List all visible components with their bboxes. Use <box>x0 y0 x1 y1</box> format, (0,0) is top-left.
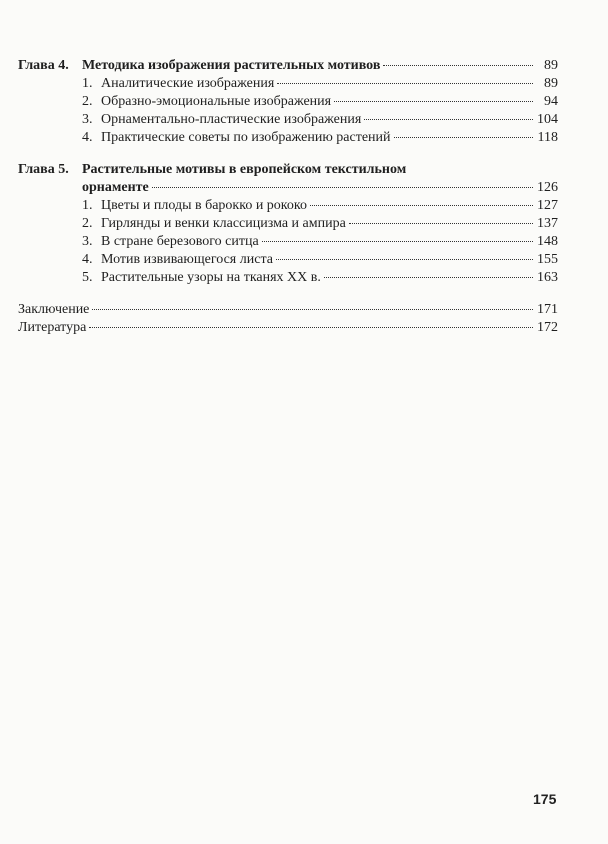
toc-chapter-4 <box>18 57 558 75</box>
entry-title: Орнаментально-пластические изображения <box>101 112 362 127</box>
toc-entry <box>18 215 558 233</box>
chapter-label: Глава 5. <box>18 162 69 177</box>
toc-conclusion <box>18 301 558 319</box>
toc-entry <box>18 269 558 287</box>
entry-number: 3. <box>82 112 93 127</box>
leader-dots <box>276 259 533 260</box>
page-number: 127 <box>537 198 558 213</box>
leader-dots <box>349 223 533 224</box>
spacer <box>18 287 558 301</box>
page-number: 89 <box>544 76 558 91</box>
leader-dots <box>383 65 533 66</box>
entry-title: Аналитические изображения <box>101 76 275 91</box>
leader-dots <box>364 119 533 120</box>
entry-title: В стране березового ситца <box>101 234 259 249</box>
page-number: 137 <box>537 216 558 231</box>
table-of-contents <box>18 57 558 337</box>
entry-number: 4. <box>82 130 93 145</box>
entry-number: 4. <box>82 252 93 267</box>
leader-dots <box>334 101 533 102</box>
chapter-title: Методика изображения растительных мотивов <box>82 58 381 73</box>
toc-entry <box>18 197 558 215</box>
page-folio-number: 175 <box>533 791 557 807</box>
page-number: 163 <box>537 270 558 285</box>
chapter-title-line-1: Растительные мотивы в европейском текстильном <box>82 162 407 177</box>
entry-title: Гирлянды и венки классицизма и ампира <box>101 216 346 231</box>
entry-title: Заключение <box>18 302 90 317</box>
entry-title: Литература <box>18 320 87 335</box>
entry-number: 3. <box>82 234 93 249</box>
entry-number: 1. <box>82 198 93 213</box>
page-number: 171 <box>537 302 558 317</box>
entry-title: Образно-эмоциональные изображения <box>101 94 332 109</box>
leader-dots <box>152 187 533 188</box>
leader-dots <box>394 137 533 138</box>
leader-dots <box>310 205 533 206</box>
toc-chapter-5-continued <box>18 179 558 197</box>
page-number: 118 <box>537 130 558 145</box>
entry-title: Растительные узоры на тканях XX в. <box>101 270 321 285</box>
chapter-label: Глава 4. <box>18 58 69 73</box>
leader-dots <box>89 327 533 328</box>
entry-title: Цветы и плоды в барокко и рококо <box>101 198 307 213</box>
page-number: 104 <box>537 112 558 127</box>
toc-entry <box>18 129 558 147</box>
toc-entry <box>18 251 558 269</box>
entry-number: 2. <box>82 216 93 231</box>
page-number: 94 <box>544 94 558 109</box>
leader-dots <box>92 309 533 310</box>
toc-entry <box>18 75 558 93</box>
entry-number: 1. <box>82 76 93 91</box>
toc-entry <box>18 111 558 129</box>
page-number: 148 <box>537 234 558 249</box>
toc-entry <box>18 93 558 111</box>
page-number: 126 <box>537 180 558 195</box>
entry-title: Мотив извивающегося листа <box>101 252 273 267</box>
toc-chapter-5 <box>18 161 558 179</box>
entry-title: Практические советы по изображению растений <box>101 130 391 145</box>
entry-number: 2. <box>82 94 93 109</box>
page-number: 155 <box>537 252 558 267</box>
leader-dots <box>324 277 533 278</box>
entry-number: 5. <box>82 270 93 285</box>
toc-entry <box>18 233 558 251</box>
leader-dots <box>277 83 533 84</box>
chapter-title-line-2: орнаменте <box>82 180 149 195</box>
spacer <box>18 147 558 161</box>
leader-dots <box>262 241 533 242</box>
toc-literature <box>18 319 558 337</box>
page-number: 172 <box>537 320 558 335</box>
page-number: 89 <box>544 58 558 73</box>
